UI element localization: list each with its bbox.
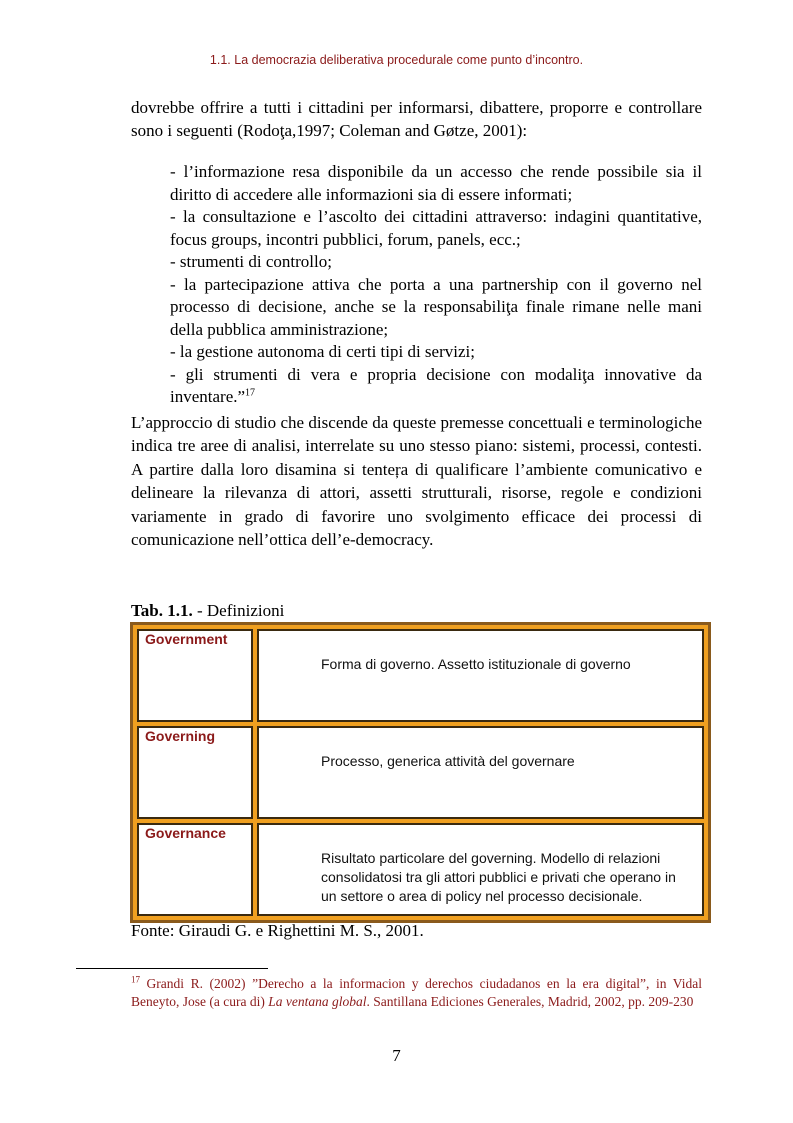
footnote-text-end: . Santillana Ediciones Generales, Madrid, 2002, pp. 209-230 [366, 994, 694, 1009]
term-cell: Governance [137, 823, 253, 916]
table-row [137, 823, 704, 916]
list-item-text: - gli strumenti di vera e propria decisione con modaliţa innovative da inventare.” [170, 364, 702, 406]
footnote-text: Grandi R. (2002) ”Derecho a la informacion y derechos ciudadanos en la era digital”, in Vidal Beneyto, Jose (a cura di) [131, 976, 702, 1009]
list-item: - l’informazione resa disponibile da un accesso che rende possibile sia il diritto di accedere alle informazioni sia di essere informati; [170, 162, 702, 204]
footnote-number: 17 [131, 974, 140, 985]
page-number: 7 [392, 1046, 401, 1065]
footnote-divider [76, 968, 268, 969]
definition-cell: Risultato particolare del governing. Modello di relazioni consolidatosi tra gli attori pubblici e privati che operano in un settore o area di policy nel processo decisionale. [257, 823, 704, 916]
definitions-table [130, 622, 711, 923]
running-header: 1.1. La democrazia deliberativa procedurale come punto d’incontro. [209, 53, 584, 67]
list-item: - la gestione autonoma di certi tipi di servizi; [170, 342, 475, 361]
table-caption-title: - Definizioni [192, 601, 285, 620]
footnote [131, 975, 702, 1011]
intro-paragraph: dovrebbe offrire a tutti i cittadini per informarsi, dibattere, proporre e controllare sono i seguenti (Rodoţa,1997; Coleman and Gøtze, 2001): [131, 98, 702, 140]
list-item-last [170, 364, 702, 409]
footnote-ref[interactable]: 17 [245, 387, 256, 399]
definition-list [170, 161, 702, 409]
list-item: - la consultazione e l’ascolto dei cittadini attraverso: indagini quantitative, focus groups, incontri pubblici, forum, panels, ecc.; [170, 207, 702, 249]
term-cell: Governing [137, 726, 253, 819]
footnote-italic-title: La ventana global [268, 994, 367, 1009]
table-caption-label: Tab. 1.1. [131, 601, 193, 620]
table-source: Fonte: Giraudi G. e Righettini M. S., 2001. [131, 921, 424, 940]
definition-cell: Processo, generica attività del governare [257, 726, 704, 819]
second-paragraph: L’approccio di studio che discende da queste premesse concettuali e terminologiche indica tre aree di analisi, interrelate su uno stesso piano: sistemi, processi, contesti. A partire dalla loro disamina si tenteŗa di qualificare l’ambiente comunicativo e delineare la rilevanza di attori, assetti strutturali, risorse, regole e condizioni variamente in grado di favorire uno svolgimento efficace dei processi di comunicazione nell’ottica dell’e-democracy. [131, 413, 702, 550]
table-row [137, 726, 704, 819]
table-caption [131, 601, 284, 621]
term-cell: Government [137, 629, 253, 722]
table-row [137, 629, 704, 722]
list-item: - la partecipazione attiva che porta a una partnership con il governo nel processo di decisione, anche se la responsabiliţa finale rimane nelle mani della pubblica amministrazione; [170, 274, 702, 339]
definition-cell: Forma di governo. Assetto istituzionale di governo [257, 629, 704, 722]
list-item: - strumenti di controllo; [170, 252, 332, 271]
